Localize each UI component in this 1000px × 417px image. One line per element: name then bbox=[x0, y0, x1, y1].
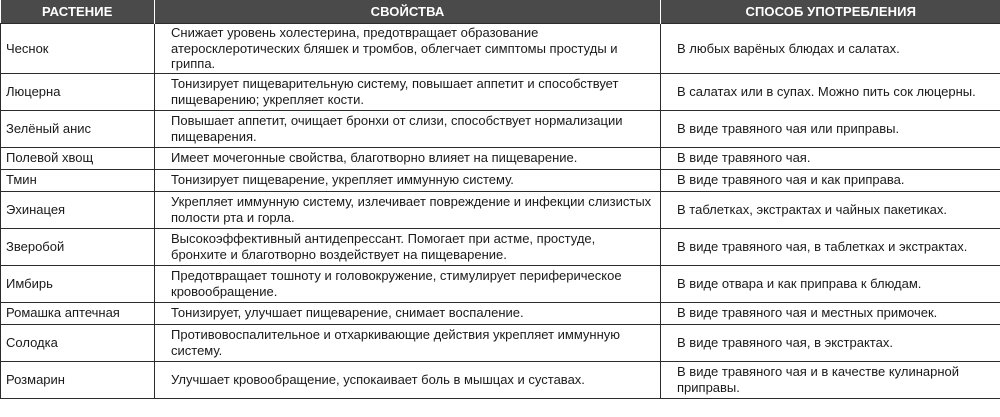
usage-cell: В салатах или в супах. Можно пить сок люцерны. bbox=[661, 73, 1000, 110]
plant-cell: Тмин bbox=[1, 169, 155, 191]
table-header bbox=[1, 0, 1000, 24]
usage-cell: В любых варёных блюдах и салатах. bbox=[661, 24, 1000, 74]
properties-cell: Тонизирует пищеварительную систему, повышает аппетит и способствует пищеварению; укрепляет кости. bbox=[155, 73, 661, 110]
properties-cell: Укрепляет иммунную систему, излечивает повреждение и инфекции слизистых полости рта и горла. bbox=[155, 191, 661, 228]
usage-cell: В виде травяного чая и местных примочек. bbox=[661, 302, 1000, 324]
usage-cell: В виде травяного чая и в качестве кулинарной приправы. bbox=[661, 361, 1000, 398]
plant-cell: Чеснок bbox=[1, 24, 155, 74]
table-row bbox=[1, 324, 1000, 361]
plant-cell: Полевой хвощ bbox=[1, 147, 155, 169]
table-row bbox=[1, 147, 1000, 169]
header-properties: СВОЙСТВА bbox=[155, 0, 661, 24]
properties-cell: Улучшает кровообращение, успокаивает боль в мышцах и суставах. bbox=[155, 361, 661, 398]
table-row bbox=[1, 228, 1000, 265]
usage-cell: В виде травяного чая и как приправа. bbox=[661, 169, 1000, 191]
table-row bbox=[1, 265, 1000, 302]
plant-cell: Люцерна bbox=[1, 73, 155, 110]
usage-cell: В виде травяного чая, в экстрактах. bbox=[661, 324, 1000, 361]
usage-cell: В виде отвара и как приправа к блюдам. bbox=[661, 265, 1000, 302]
plant-cell: Зверобой bbox=[1, 228, 155, 265]
table-body bbox=[1, 24, 1000, 399]
header-plant: РАСТЕНИЕ bbox=[1, 0, 155, 24]
properties-cell: Высокоэффективный антидепрессант. Помогает при астме, простуде, бронхите и благотворно воздействует на пищеварение. bbox=[155, 228, 661, 265]
plant-cell: Зелёный анис bbox=[1, 110, 155, 147]
properties-cell: Повышает аппетит, очищает бронхи от слизи, способствует нормализации пищеварения. bbox=[155, 110, 661, 147]
properties-cell: Тонизирует, улучшает пищеварение, снимает воспаление. bbox=[155, 302, 661, 324]
properties-cell: Тонизирует пищеварение, укрепляет иммунную систему. bbox=[155, 169, 661, 191]
plant-cell: Ромашка аптечная bbox=[1, 302, 155, 324]
properties-cell: Предотвращает тошноту и головокружение, стимулирует периферическое кровообращение. bbox=[155, 265, 661, 302]
usage-cell: В виде травяного чая. bbox=[661, 147, 1000, 169]
plant-cell: Имбирь bbox=[1, 265, 155, 302]
header-row bbox=[1, 0, 1000, 24]
plant-cell: Солодка bbox=[1, 324, 155, 361]
properties-cell: Имеет мочегонные свойства, благотворно влияет на пищеварение. bbox=[155, 147, 661, 169]
usage-cell: В виде травяного чая или приправы. bbox=[661, 110, 1000, 147]
table-row bbox=[1, 361, 1000, 398]
table-row bbox=[1, 191, 1000, 228]
table-row bbox=[1, 110, 1000, 147]
table-row bbox=[1, 73, 1000, 110]
plant-cell: Эхинацея bbox=[1, 191, 155, 228]
header-usage: СПОСОБ УПОТРЕБЛЕНИЯ bbox=[661, 0, 1000, 24]
usage-cell: В виде травяного чая, в таблетках и экстрактах. bbox=[661, 228, 1000, 265]
properties-cell: Снижает уровень холестерина, предотвращает образование атеросклеротических бляшек и тромбов, облегчает симптомы простуды и гриппа. bbox=[155, 24, 661, 74]
table-row bbox=[1, 302, 1000, 324]
properties-cell: Противовоспалительное и отхаркивающие действия укрепляет иммунную систему. bbox=[155, 324, 661, 361]
table-row bbox=[1, 169, 1000, 191]
plant-cell: Розмарин bbox=[1, 361, 155, 398]
usage-cell: В таблетках, экстрактах и чайных пакетиках. bbox=[661, 191, 1000, 228]
table-row bbox=[1, 24, 1000, 74]
